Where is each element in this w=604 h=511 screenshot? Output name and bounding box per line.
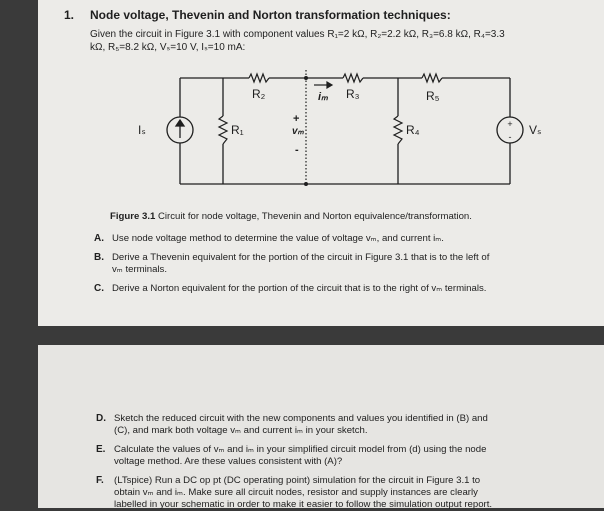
question-number: 1. xyxy=(64,8,75,22)
arrow-up-icon xyxy=(176,120,184,138)
label-plus: + xyxy=(293,113,300,125)
circuit-diagram xyxy=(38,58,604,198)
task-c-letter: C. xyxy=(94,283,104,294)
task-f-line-3: labelled in your schematic in order to make it easier to follow the simulation output report. xyxy=(114,499,493,510)
label-r3: R₃ xyxy=(346,87,360,101)
label-im: iₘ xyxy=(318,91,328,103)
question-title: Node voltage, Thevenin and Norton transformation techniques: xyxy=(90,8,451,22)
label-vs: Vₛ xyxy=(529,123,542,137)
resistor-r2-symbol xyxy=(249,74,269,82)
task-f-letter: F. xyxy=(96,475,104,486)
arrow-right-icon xyxy=(314,82,332,88)
task-d-line-2: (C), and mark both voltage vₘ and current iₘ in your sketch. xyxy=(114,425,368,436)
svg-text:+: + xyxy=(507,119,513,129)
label-vm: vₘ xyxy=(292,126,304,137)
given-line-1: Given the circuit in Figure 3.1 with component values R₁=2 kΩ, R₂=2.2 kΩ, R₃=6.8 kΩ, R₄=3.3 xyxy=(90,29,505,40)
task-b-letter: B. xyxy=(94,252,104,263)
task-e-letter: E. xyxy=(96,444,106,455)
label-is: Iₛ xyxy=(138,123,146,137)
figure-caption-text: Circuit for node voltage, Thevenin and Norton equivalence/transformation. xyxy=(158,211,472,222)
resistor-r4-symbol xyxy=(394,116,402,144)
label-r1: R₁ xyxy=(231,123,244,137)
task-a-line-1: Use node voltage method to determine the value of voltage vₘ, and current iₘ. xyxy=(112,233,444,244)
page-sheet-top xyxy=(38,0,604,326)
resistor-r1-symbol xyxy=(219,116,227,144)
task-b-line-1: Derive a Thevenin equivalent for the portion of the circuit in Figure 3.1 that is to the left of xyxy=(112,252,490,263)
label-r4: R₄ xyxy=(406,123,420,137)
given-line-2: kΩ, R₅=8.2 kΩ, Vₛ=10 V, Iₛ=10 mA: xyxy=(90,42,246,53)
resistor-r5-symbol xyxy=(422,74,442,82)
task-f-line-1: (LTspice) Run a DC op pt (DC operating point) simulation for the circuit in Figure 3.1 to xyxy=(114,475,481,486)
label-r2: R₂ xyxy=(252,87,266,101)
task-d-line-1: Sketch the reduced circuit with the new components and values you identified in (B) and xyxy=(114,413,488,424)
resistor-r3-symbol xyxy=(343,74,363,82)
figure-caption-label: Figure 3.1 xyxy=(110,211,156,222)
svg-text:-: - xyxy=(508,132,512,142)
label-r5: R₅ xyxy=(426,89,440,103)
task-f-line-2: obtain vₘ and iₘ. Make sure all circuit nodes, resistor and supply instances are clearly xyxy=(114,487,478,498)
page-sheet-bottom xyxy=(38,345,604,508)
figure-caption xyxy=(110,211,472,222)
task-e-line-2: voltage method. Are these values consistent with (A)? xyxy=(114,456,343,467)
task-e-line-1: Calculate the values of vₘ and iₘ in your simplified circuit model from (d) using the node xyxy=(114,444,487,455)
task-a-letter: A. xyxy=(94,233,104,244)
label-minus: - xyxy=(295,144,299,156)
task-d-letter: D. xyxy=(96,413,106,424)
task-b-line-2: vₘ terminals. xyxy=(112,264,168,275)
task-c-line-1: Derive a Norton equivalent for the portion of the circuit that is to the right of vₘ terminals. xyxy=(112,283,487,294)
